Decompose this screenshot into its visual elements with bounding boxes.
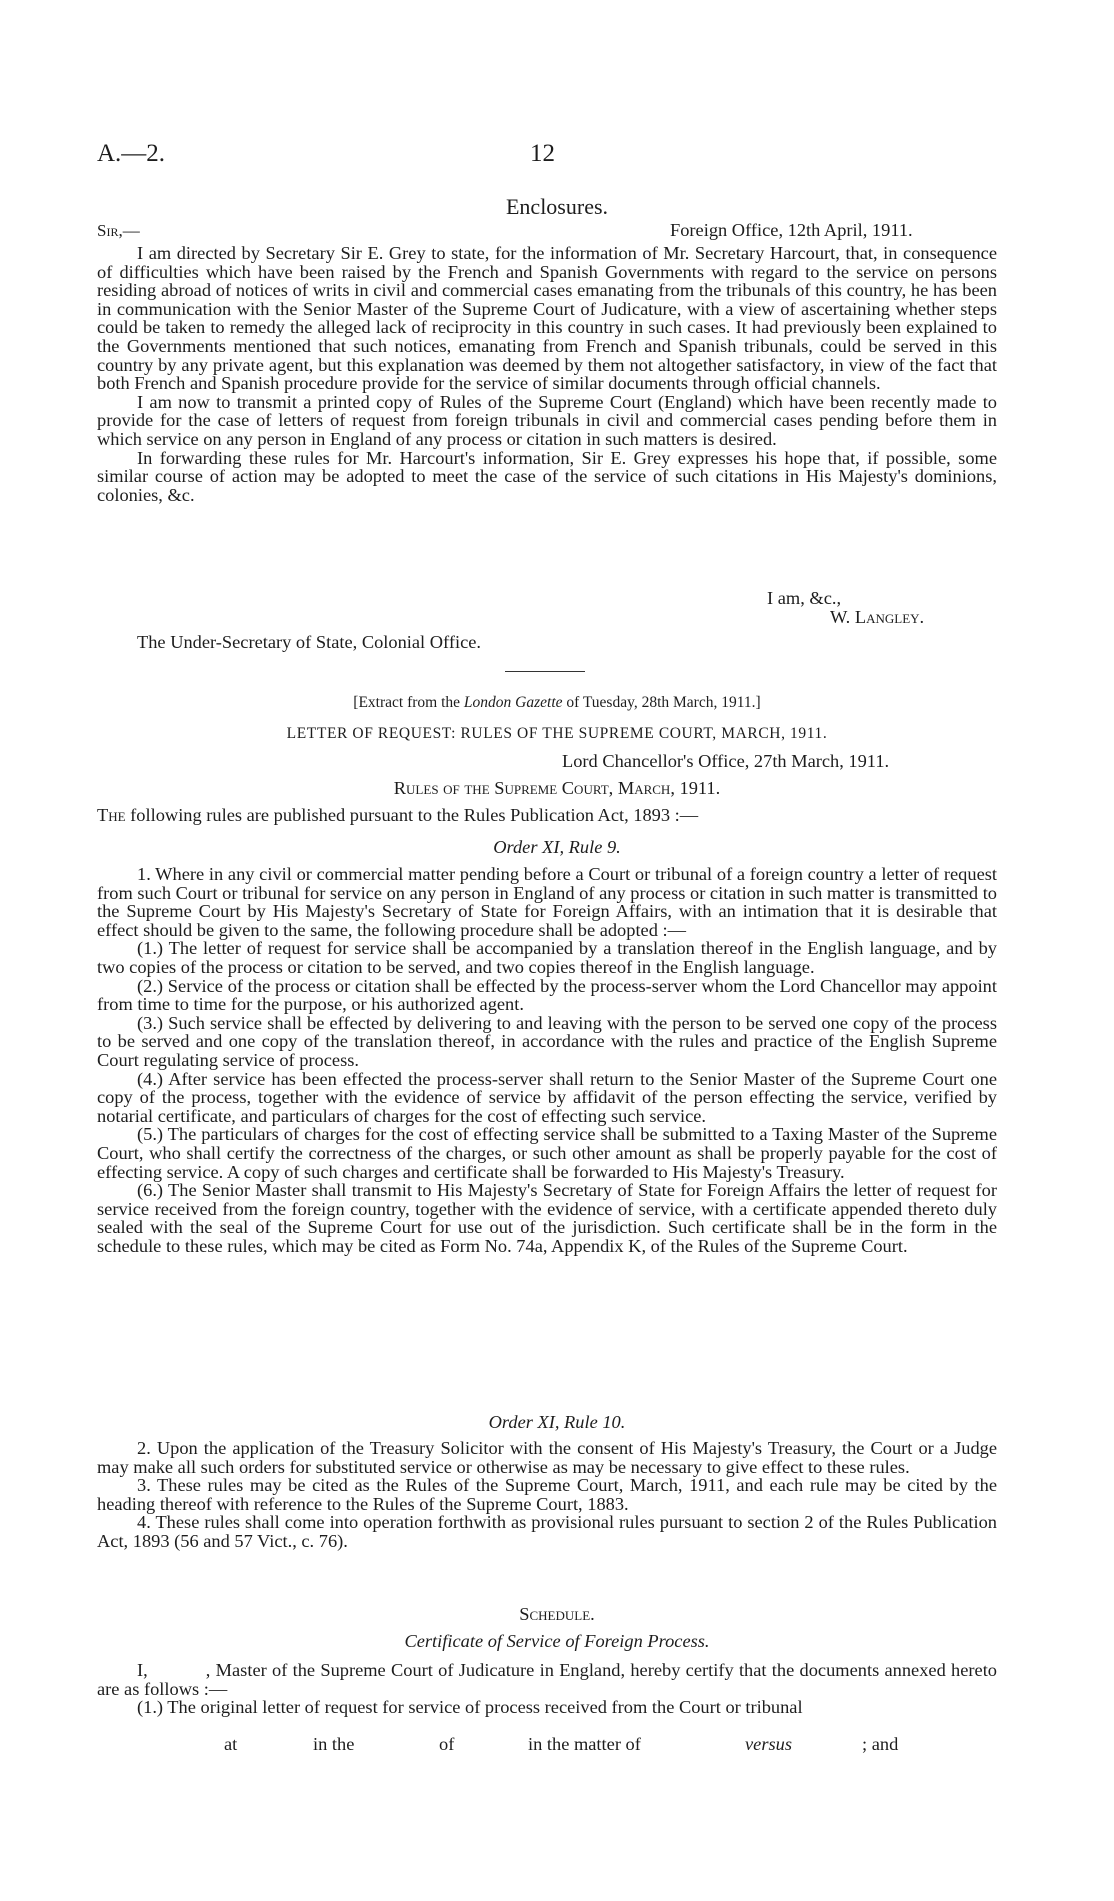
rule-paragraph: (1.) The letter of request for service shall be accompanied by a translation thereof in the English language, and by two copies of the process or citation to be served, and two copies thereof in the English language. <box>97 938 997 977</box>
schedule-subheading: Certificate of Service of Foreign Process. <box>404 1631 710 1651</box>
order-9-body <box>97 865 997 1255</box>
letter-closing: I am, &c., <box>767 588 842 608</box>
order-9-heading: Order XI, Rule 9. <box>493 837 621 857</box>
blank-at: at <box>224 1734 238 1754</box>
certificate-paragraph: I, , Master of the Supreme Court of Judicature in England, hereby certify that the documents annexed hereto are as follows :— <box>97 1660 1002 1699</box>
letter-paragraph: In forwarding these rules for Mr. Harcourt's information, Sir E. Grey expresses his hope that, if possible, some similar course of action may be adopted to meet the case of the service of such citations in His Majesty's dominions, colonies, &c. <box>97 447 997 505</box>
extract-title: LETTER OF REQUEST: RULES OF THE SUPREME COURT, MARCH, 1911. <box>286 725 828 742</box>
rules-intro-lead: The <box>97 805 126 825</box>
rules-heading: Rules of the Supreme Court, March, 1911. <box>393 778 721 798</box>
letter-addressee: The Under-Secretary of State, Colonial Office. <box>137 632 481 652</box>
certificate-item-blanks <box>0 1735 1114 1755</box>
certificate-item: (1.) The original letter of request for service of process received from the Court or tribunal <box>137 1697 803 1718</box>
rule-paragraph: (3.) Such service shall be effected by delivering to and leaving with the person to be served one copy of the process to be served and one copy of the translation thereof, in accordance with the rules and practice of the English Supreme Court regulating service of process. <box>97 1012 997 1070</box>
enclosures-title: Enclosures. <box>505 194 609 219</box>
item-end: ; and <box>862 1734 899 1754</box>
order-10-heading: Order XI, Rule 10. <box>488 1412 626 1432</box>
extract-prefix: [Extract from the <box>353 694 464 711</box>
order-10-body <box>97 1439 997 1551</box>
blank-versus: versus <box>745 1734 792 1754</box>
gazette-extract-line <box>0 694 1114 713</box>
letter-paragraph: I am now to transmit a printed copy of Rules of the Supreme Court (England) which have been recently made to provide for the case of letters of request from foreign tribunals in civil and commercial cases pending before them in which service on any person in England of any process or citation in such matters is desired. <box>97 391 997 449</box>
rule-paragraph: 4. These rules shall come into operation forthwith as provisional rules pursuant to section 2 of the Rules Publication Act, 1893 (56 and 57 Vict., c. 76). <box>97 1512 997 1551</box>
rule-paragraph: (2.) Service of the process or citation shall be effected by the process-server whom the Lord Chancellor may appoint from time to time for the purpose, or his authorized agent. <box>97 975 997 1015</box>
letter-body <box>97 244 997 504</box>
blank-matter: in the matter of <box>528 1734 641 1754</box>
document-reference: A.—2. <box>97 140 166 167</box>
rule-paragraph: 1. Where in any civil or commercial matter pending before a Court or tribunal of a foreign country a letter of request from such Court or tribunal for service on any person in England of any process or citation in such matter is transmitted to the Supreme Court by His Majesty's Secretary of State for Foreign Affairs, with an intimation that it is desirable that effect should be given to the same, the following procedure shall be adopted :— <box>97 864 997 940</box>
letter-signature: W. Langley. <box>830 607 925 627</box>
letter-place-date: Foreign Office, 12th April, 1911. <box>670 220 913 240</box>
letter-paragraph: I am directed by Secretary Sir E. Grey to state, for the information of Mr. Secretary Harcourt, that, in consequence of difficulties which have been raised by the French and Spanish Governments with regard to the service on persons residing abroad of notices of writs in civil and commercial cases emanating from the tribunals of this country, he has been in communication with the Senior Master of the Supreme Court of Judicature, with a view of ascertaining whether steps could be taken to remedy the alleged lack of reciprocity in this country in such cases. It had previously been explained to the Governments mentioned that such notices, emanating from French and Spanish tribunals, could be served in this country by any private agent, but this explanation was deemed by them not altogether satisfactory, in view of the fact that both French and Spanish procedure provide for the service of similar documents through official channels. <box>97 243 997 394</box>
extract-suffix: of Tuesday, 28th March, 1911.] <box>562 694 761 711</box>
rule-paragraph: (6.) The Senior Master shall transmit to His Majesty's Secretary of State for Foreign Affairs the letter of request for service received from the foreign country, together with the evidence of service, with a certificate appended thereto duly sealed with the seal of the Supreme Court for use out of the jurisdiction. Such certificate shall be in the form in the schedule to these rules, which may be cited as Form No. 74a, Appendix K, of the Rules of the Supreme Court. <box>97 1180 997 1256</box>
extract-place-date: Lord Chancellor's Office, 27th March, 1911. <box>562 751 890 771</box>
salutation: Sir,— <box>97 221 140 240</box>
blank-of: of <box>439 1734 455 1754</box>
rule-paragraph: (4.) After service has been effected the process-server shall return to the Senior Master of the Supreme Court one copy of the process, together with the evidence of service by affidavit of the person effecting the service, verified by notarial certificate, and particulars of charges for the cost of effecting such service. <box>97 1068 997 1126</box>
schedule-heading: Schedule. <box>519 1604 595 1624</box>
rule-paragraph: 3. These rules may be cited as the Rules of the Supreme Court, March, 1911, and each rule may be cited by the heading thereof with reference to the Rules of the Supreme Court, 1883. <box>97 1475 997 1514</box>
rules-intro-text: following rules are published pursuant to the Rules Publication Act, 1893 :— <box>125 805 699 825</box>
rule-paragraph: 2. Upon the application of the Treasury Solicitor with the consent of His Majesty's Treasury, the Court or a Judge may make all such orders for substituted service or otherwise as may be necessary to give effect to these rules. <box>97 1438 997 1477</box>
section-divider <box>505 671 585 672</box>
rules-intro <box>97 806 698 825</box>
schedule-body <box>97 1660 1002 1718</box>
rule-paragraph: (5.) The particulars of charges for the cost of effecting service shall be submitted to a Taxing Master of the Supreme Court, who shall certify the correctness of the charges, or such other amount as shall be properly payable for the cost of effecting service. A copy of such charges and certificate shall be forwarded to His Majesty's Treasury. <box>97 1124 997 1182</box>
blank-in-the: in the <box>313 1734 355 1754</box>
page-number: 12 <box>530 140 555 167</box>
gazette-name: London Gazette <box>463 694 563 711</box>
